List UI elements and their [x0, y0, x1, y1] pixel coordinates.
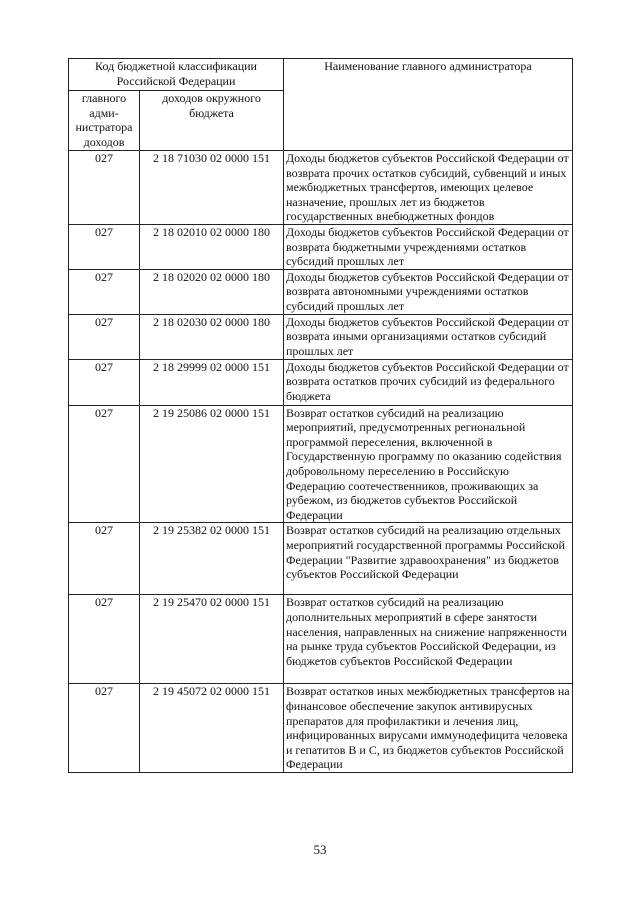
admin-code-cell: 027: [69, 684, 140, 773]
table-row: [69, 405, 573, 523]
budget-code-cell: 2 19 25086 02 0000 151: [140, 405, 284, 523]
header-admin-column: главного адми-нистратора доходов: [69, 91, 140, 151]
administrator-name-cell: Возврат остатков субсидий на реализацию мероприятий, предусмотренных региональной программой переселения, включенной в Государственную программу по оказанию содействия добровольному переселению в Российскую Федерацию соотечественников, проживающих за рубежом, из бюджетов субъектов Российской Федерации: [284, 405, 573, 523]
table-row: [69, 359, 573, 405]
table-row: [69, 314, 573, 359]
table-row: [69, 151, 573, 225]
admin-code-cell: 027: [69, 225, 140, 270]
budget-code-cell: 2 18 02030 02 0000 180: [140, 314, 284, 359]
table-row: [69, 684, 573, 773]
administrator-name-cell: Возврат остатков субсидий на реализацию дополнительных мероприятий в сфере занятости населения, направленных на снижение напряженности на рынке труда субъектов Российской Федерации, из бюджетов субъектов Российской Федерации: [284, 595, 573, 684]
administrator-name-cell: Доходы бюджетов субъектов Российской Федерации от возврата автономными учреждениями остатков субсидий прошлых лет: [284, 269, 573, 314]
admin-code-cell: 027: [69, 151, 140, 225]
header-name-column: Наименование главного администратора: [284, 59, 573, 151]
administrator-name-cell: Доходы бюджетов субъектов Российской Федерации от возврата иными организациями остатков субсидий прошлых лет: [284, 314, 573, 359]
admin-code-cell: 027: [69, 405, 140, 523]
budget-classification-table: [68, 58, 573, 773]
budget-code-cell: 2 19 25382 02 0000 151: [140, 523, 284, 595]
administrator-name-cell: Доходы бюджетов субъектов Российской Федерации от возврата остатков прочих субсидий из федерального бюджета: [284, 359, 573, 405]
table-row: [69, 595, 573, 684]
administrator-name-cell: Доходы бюджетов субъектов Российской Федерации от возврата прочих остатков субсидий, субвенций и иных межбюджетных трансфертов, имеющих целевое назначение, прошлых лет из бюджетов государственных внебюджетных фондов: [284, 151, 573, 225]
budget-code-cell: 2 19 25470 02 0000 151: [140, 595, 284, 684]
budget-code-cell: 2 19 45072 02 0000 151: [140, 684, 284, 773]
header-group-label: Код бюджетной классификации Российской Федерации: [69, 59, 284, 91]
budget-code-cell: 2 18 02020 02 0000 180: [140, 269, 284, 314]
table-row: [69, 225, 573, 270]
admin-code-cell: 027: [69, 595, 140, 684]
table-row: [69, 523, 573, 595]
budget-code-cell: 2 18 29999 02 0000 151: [140, 359, 284, 405]
admin-code-cell: 027: [69, 314, 140, 359]
administrator-name-cell: Возврат остатков иных межбюджетных трансфертов на финансовое обеспечение закупок антивирусных препаратов для профилактики и лечения лиц, инфицированных вирусами иммунодефицита человека и гепатитов В и С, из бюджетов субъектов Российской Федерации: [284, 684, 573, 773]
administrator-name-cell: Доходы бюджетов субъектов Российской Федерации от возврата бюджетными учреждениями остатков субсидий прошлых лет: [284, 225, 573, 270]
header-code-column: доходов окружного бюджета: [140, 91, 284, 151]
administrator-name-cell: Возврат остатков субсидий на реализацию отдельных мероприятий государственной программы Российской Федерации "Развитие здравоохранения" из бюджетов субъектов Российской Федерации: [284, 523, 573, 595]
budget-code-cell: 2 18 02010 02 0000 180: [140, 225, 284, 270]
admin-code-cell: 027: [69, 359, 140, 405]
admin-code-cell: 027: [69, 269, 140, 314]
header-row-group: [69, 59, 573, 91]
budget-code-cell: 2 18 71030 02 0000 151: [140, 151, 284, 225]
page-number: 53: [313, 842, 327, 857]
admin-code-cell: 027: [69, 523, 140, 595]
table-row: [69, 269, 573, 314]
